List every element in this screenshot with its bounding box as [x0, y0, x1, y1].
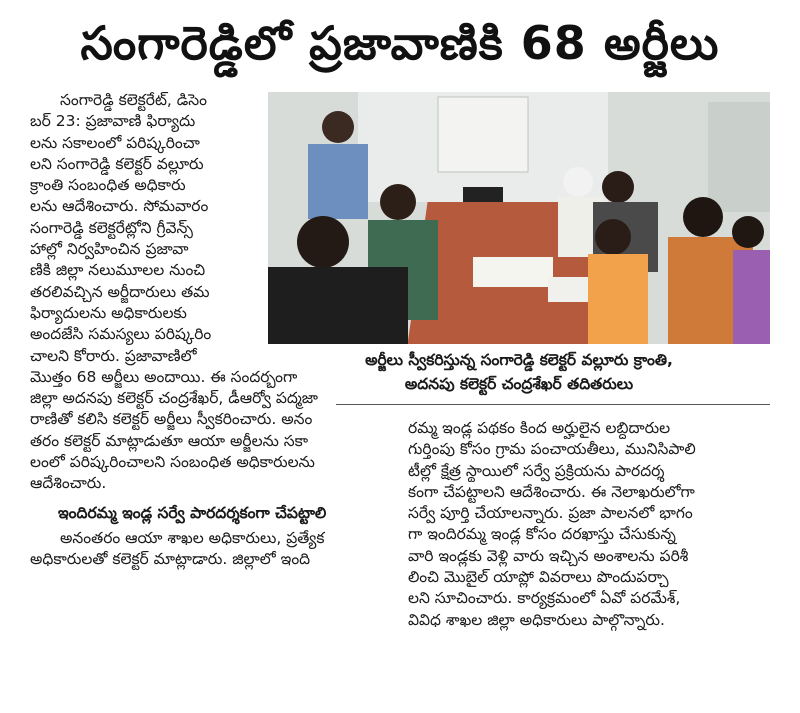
right-line: టీల్లో క్షేత్ర స్థాయిలో సర్వే ప్రక్రియను పారదర్శ [408, 461, 665, 480]
caption-line-1: అర్జీలు స్వీకరిస్తున్న సంగారెడ్డి కలెక్టర్ వల్లూరు క్రాంతి, [365, 351, 673, 369]
right-line: రమ్మ ఇండ్ల పథకం కింద అర్హులైన లబ్ధిదారుల [408, 419, 671, 437]
left-line: లను ఆదేశించారు. సోమవారం [30, 197, 209, 216]
left-line: హాల్లో నిర్వహించిన ప్రజావా [30, 240, 189, 259]
subheading: ఇందిరమ్మ ఇండ్ల సర్వే పారదర్శకంగా చేపట్టాలి [58, 503, 327, 522]
right-line: కంగా చేపట్టాలని ఆదేశించారు. ఈ నెలాఖరులోగా [408, 482, 695, 501]
right-column [408, 418, 770, 631]
right-line: సర్వే పూర్తి చేయాలన్నారు. ప్రజా పాలనలో భాగం [408, 504, 693, 523]
left-line: క్రాంతి సంబంధిత అధికారు [30, 176, 186, 195]
right-line: లని సూచించారు. కార్యక్రమంలో ఏవో పరమేశ్, [408, 589, 681, 608]
left-line: ఆదేశించారు. [30, 474, 107, 493]
left-line: ణికి జిల్లా నలుమూలల నుంచి [30, 261, 206, 280]
headline: సంగారెడ్డిలో ప్రజావాణికి 68 అర్జీలు [80, 16, 720, 70]
caption-line-2: అదనపు కలెక్టర్ చంద్రశేఖర్ తదితరులు [404, 375, 634, 393]
left-line: లను సకాలంలో పరిష్కరించా [30, 133, 200, 152]
right-line: గా ఇందిరమ్మ ఇండ్ల కోసం దరఖాస్తు చేసుకున్న [408, 525, 676, 544]
left-line: లంలో పరిష్కరించాలని సంబంధిత అధికారులను [30, 453, 315, 472]
left-line: ఫిర్యాదులను అధికారులకు [30, 303, 187, 322]
news-photo-illustration [268, 92, 770, 344]
left-line: మొత్తం 68 అర్జీలు అందాయి. ఈ సందర్భంగా [30, 367, 298, 386]
left-line: అనంతరం ఆయా శాఖల అధికారులు, ప్రత్యేక [60, 528, 325, 547]
left-line: సంగారెడ్డి కలెక్టరేట్, డిసెం [60, 91, 207, 109]
photo-caption [268, 348, 770, 396]
left-line: లని సంగారెడ్డి కలెక్టర్ వల్లూరు [30, 154, 204, 173]
left-line: సంగారెడ్డి కలెక్టరేట్లోని గ్రీవెన్స్ [30, 218, 193, 237]
right-line: వారి ఇండ్లకు వెళ్లి వారు ఇచ్చిన అంశాలను పరిశీ [408, 546, 689, 565]
left-line: చాలని కోరారు. ప్రజావాణిలో [30, 346, 197, 365]
left-line: తరం కలెక్టర్ మాట్లాడుతూ ఆయా అర్జీలను సకా [30, 431, 309, 450]
right-line: లించి మొబైల్ యాప్లో వివరాలు పొందుపర్చా [408, 568, 669, 587]
news-photo [268, 92, 770, 344]
caption-divider [336, 404, 770, 405]
left-line: బర్ 23: ప్రజావాణి ఫిర్యాదు [30, 112, 196, 131]
left-line: అందజేసి సమస్యలు పరిష్కరిం [30, 325, 212, 344]
right-line: వివిధ శాఖల జిల్లా అధికారులు పాల్గొన్నారు. [408, 610, 665, 629]
right-line: గుర్తింపు కోసం గ్రామ పంచాయతీలు, మునిసిపాలి [408, 440, 696, 459]
left-line: జిల్లా అదనపు కలెక్టర్ చంద్రశేఖర్, డీఆర్వో పద్మజా [30, 389, 318, 408]
left-line: రాణితో కలిసి కలెక్టర్ అర్జీలు స్వీకరించారు. అనం [30, 410, 313, 429]
left-line: అధికారులతో కలెక్టర్ మాట్లాడారు. జిల్లాలో ఇంది [30, 550, 311, 569]
left-line: తరలివచ్చిన అర్జీదారులు తమ [30, 282, 210, 301]
